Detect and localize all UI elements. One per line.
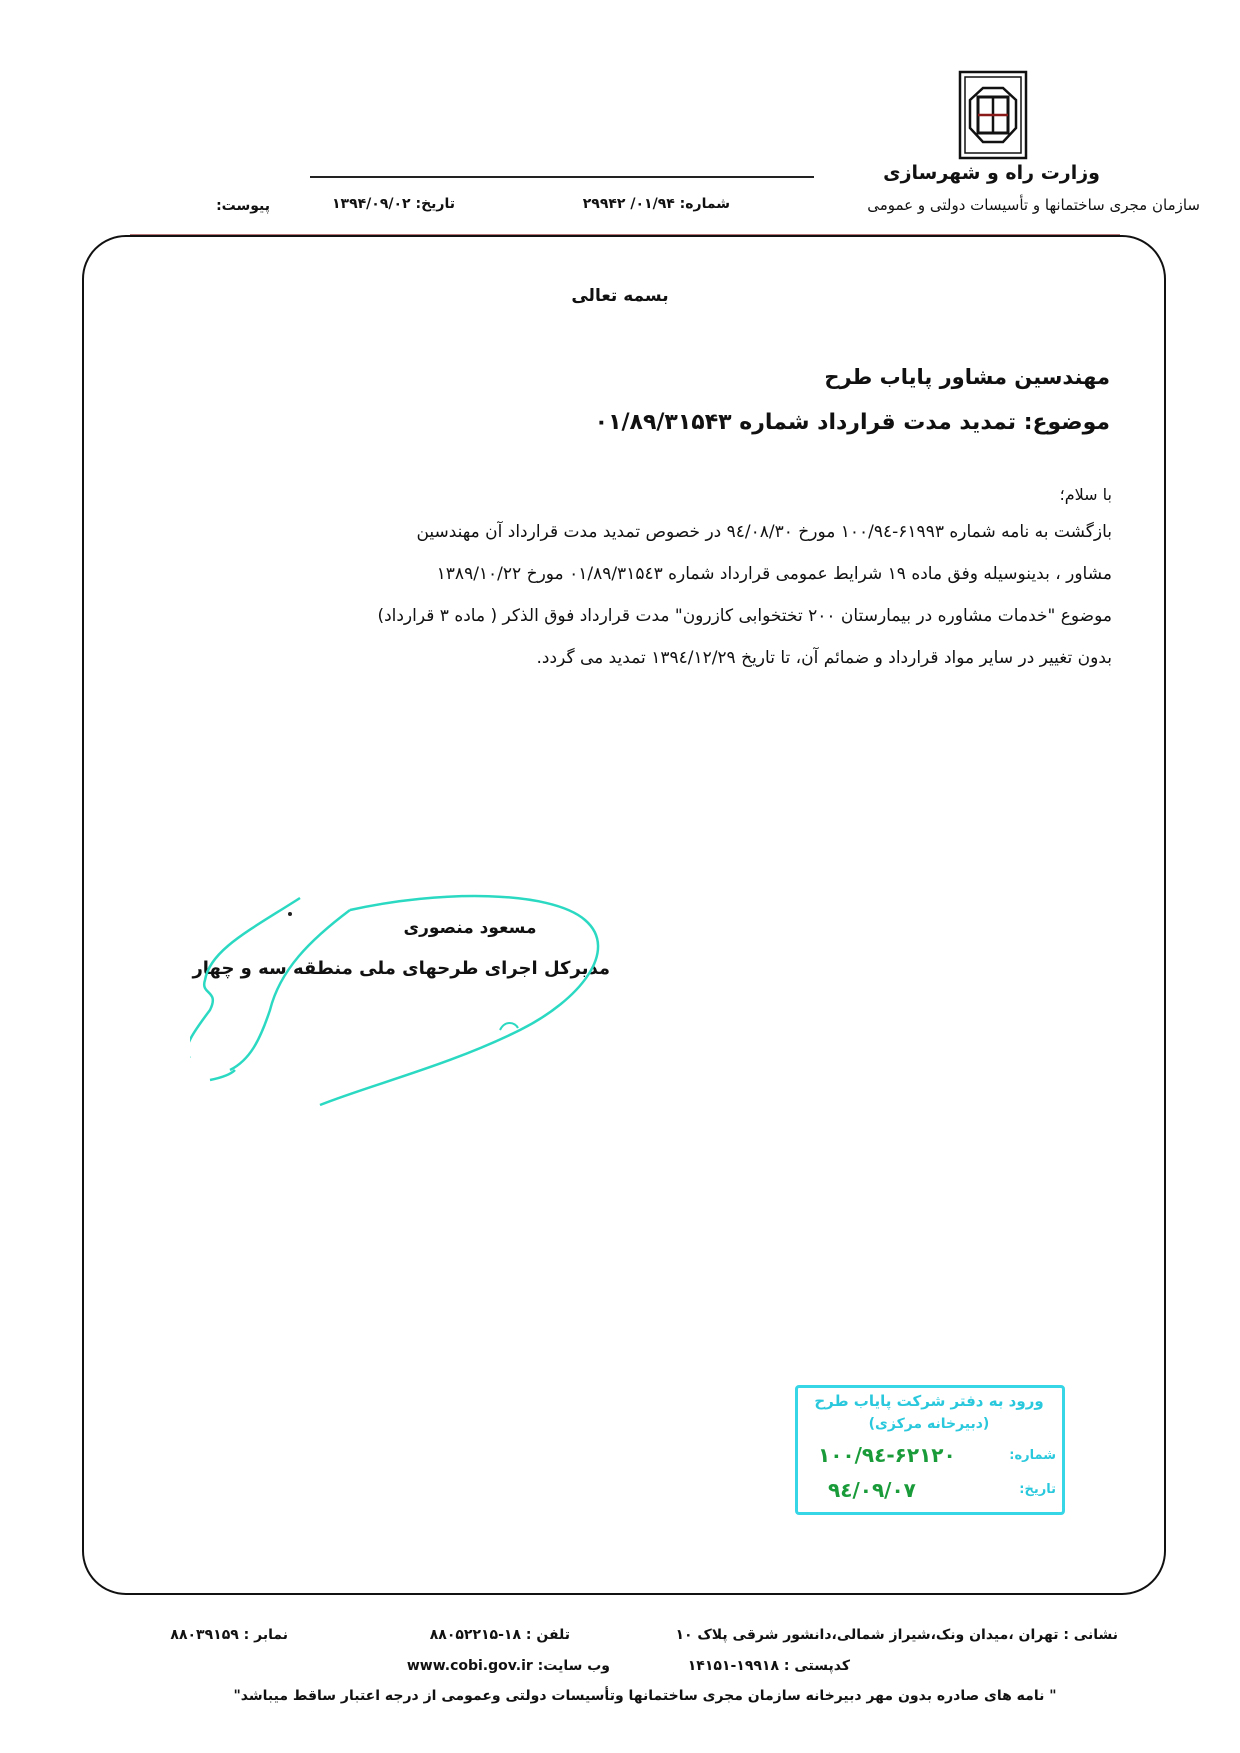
letter-number — [480, 196, 730, 212]
signer-name: مسعود منصوری — [403, 918, 537, 938]
body-line: بازگشت به نامه شماره ۶۱۹۹۳-۱۰۰/۹٤ مورخ ۹٤/۰۸/۳۰ در خصوص تمدید مدت قرارداد آن مهندسین — [416, 522, 1112, 542]
footer-phone: تلفن : ۱۸-۸۸۰۵۲۲۱۵ — [429, 1627, 570, 1643]
attachment-label: پیوست: — [216, 198, 270, 214]
footer-website: وب سایت: www.cobi.gov.ir — [406, 1658, 610, 1674]
stamp-date-label: تاریخ: — [1019, 1482, 1056, 1497]
stamp-number-label: شماره: — [1009, 1448, 1056, 1463]
header-divider — [310, 176, 814, 178]
letter-number-value: ۰۱/۹۴/ ۲۹۹۴۲ — [582, 196, 675, 212]
signer-title: مدیرکل اجرای طرحهای ملی منطقه سه و چهار — [192, 958, 610, 979]
footer-notice: " نامه های صادره بدون مهر دبیرخانه سازمان مجری ساختمانها وتأسیسات دولتی وعمومی از درجه اعتبار ساقط میباشد" — [233, 1688, 1057, 1704]
ministry-emblem-icon — [958, 70, 1028, 160]
footer-postal-code: کدپستی : ۱۹۹۱۸-۱۴۱۵۱ — [687, 1658, 850, 1674]
organization-name: سازمان مجری ساختمانها و تأسیسات دولتی و عمومی — [867, 196, 1200, 214]
letter-date-value: ۱۳۹۴/۰۹/۰۲ — [332, 196, 411, 212]
letter-date — [315, 196, 455, 212]
stamp-date-value: ۹٤/۰۹/۰۷ — [828, 1478, 916, 1502]
invocation: بسمه تعالی — [571, 286, 669, 306]
footer-fax: نمابر : ۸۸۰۳۹۱۵۹ — [170, 1627, 288, 1643]
footer-address: نشانی : تهران ،میدان ونک،شیراز شمالی،دانشور شرقی پلاک ۱۰ — [675, 1627, 1118, 1643]
body-line: بدون تغییر در سایر مواد قرارداد و ضمائم آن، تا تاریخ ۱۳۹٤/۱۲/۲۹ تمدید می گردد. — [536, 648, 1112, 668]
letter-number-label: شماره: — [679, 196, 730, 212]
greeting: با سلام؛ — [1059, 485, 1112, 504]
subject-line: موضوع: تمدید مدت قرارداد شماره ۰۱/۸۹/۳۱۵۴۳ — [594, 410, 1110, 435]
received-stamp — [795, 1385, 1065, 1515]
stamp-subtitle: (دبیرخانه مرکزی) — [868, 1416, 990, 1432]
ministry-name: وزارت راه و شهرسازی — [883, 162, 1100, 184]
frame-accent-line — [130, 234, 1120, 235]
letter-date-label: تاریخ: — [415, 196, 455, 212]
body-line: موضوع "خدمات مشاوره در بیمارستان ۲۰۰ تختخوابی کازرون" مدت قرارداد فوق الذکر ( ماده ۳ قرارداد) — [377, 606, 1112, 626]
recipient: مهندسین مشاور پایاب طرح — [824, 365, 1110, 389]
stamp-number-value: ۱۰۰/۹٤-۶۲۱۲۰ — [818, 1443, 956, 1467]
body-line: مشاور ، بدینوسیله وفق ماده ۱۹ شرایط عمومی قرارداد شماره ۰۱/۸۹/۳۱۵٤۳ مورخ ۱۳۸۹/۱۰/۲۲ — [436, 564, 1112, 584]
stamp-title: ورود به دفتر شرکت پایاب طرح — [814, 1392, 1044, 1410]
